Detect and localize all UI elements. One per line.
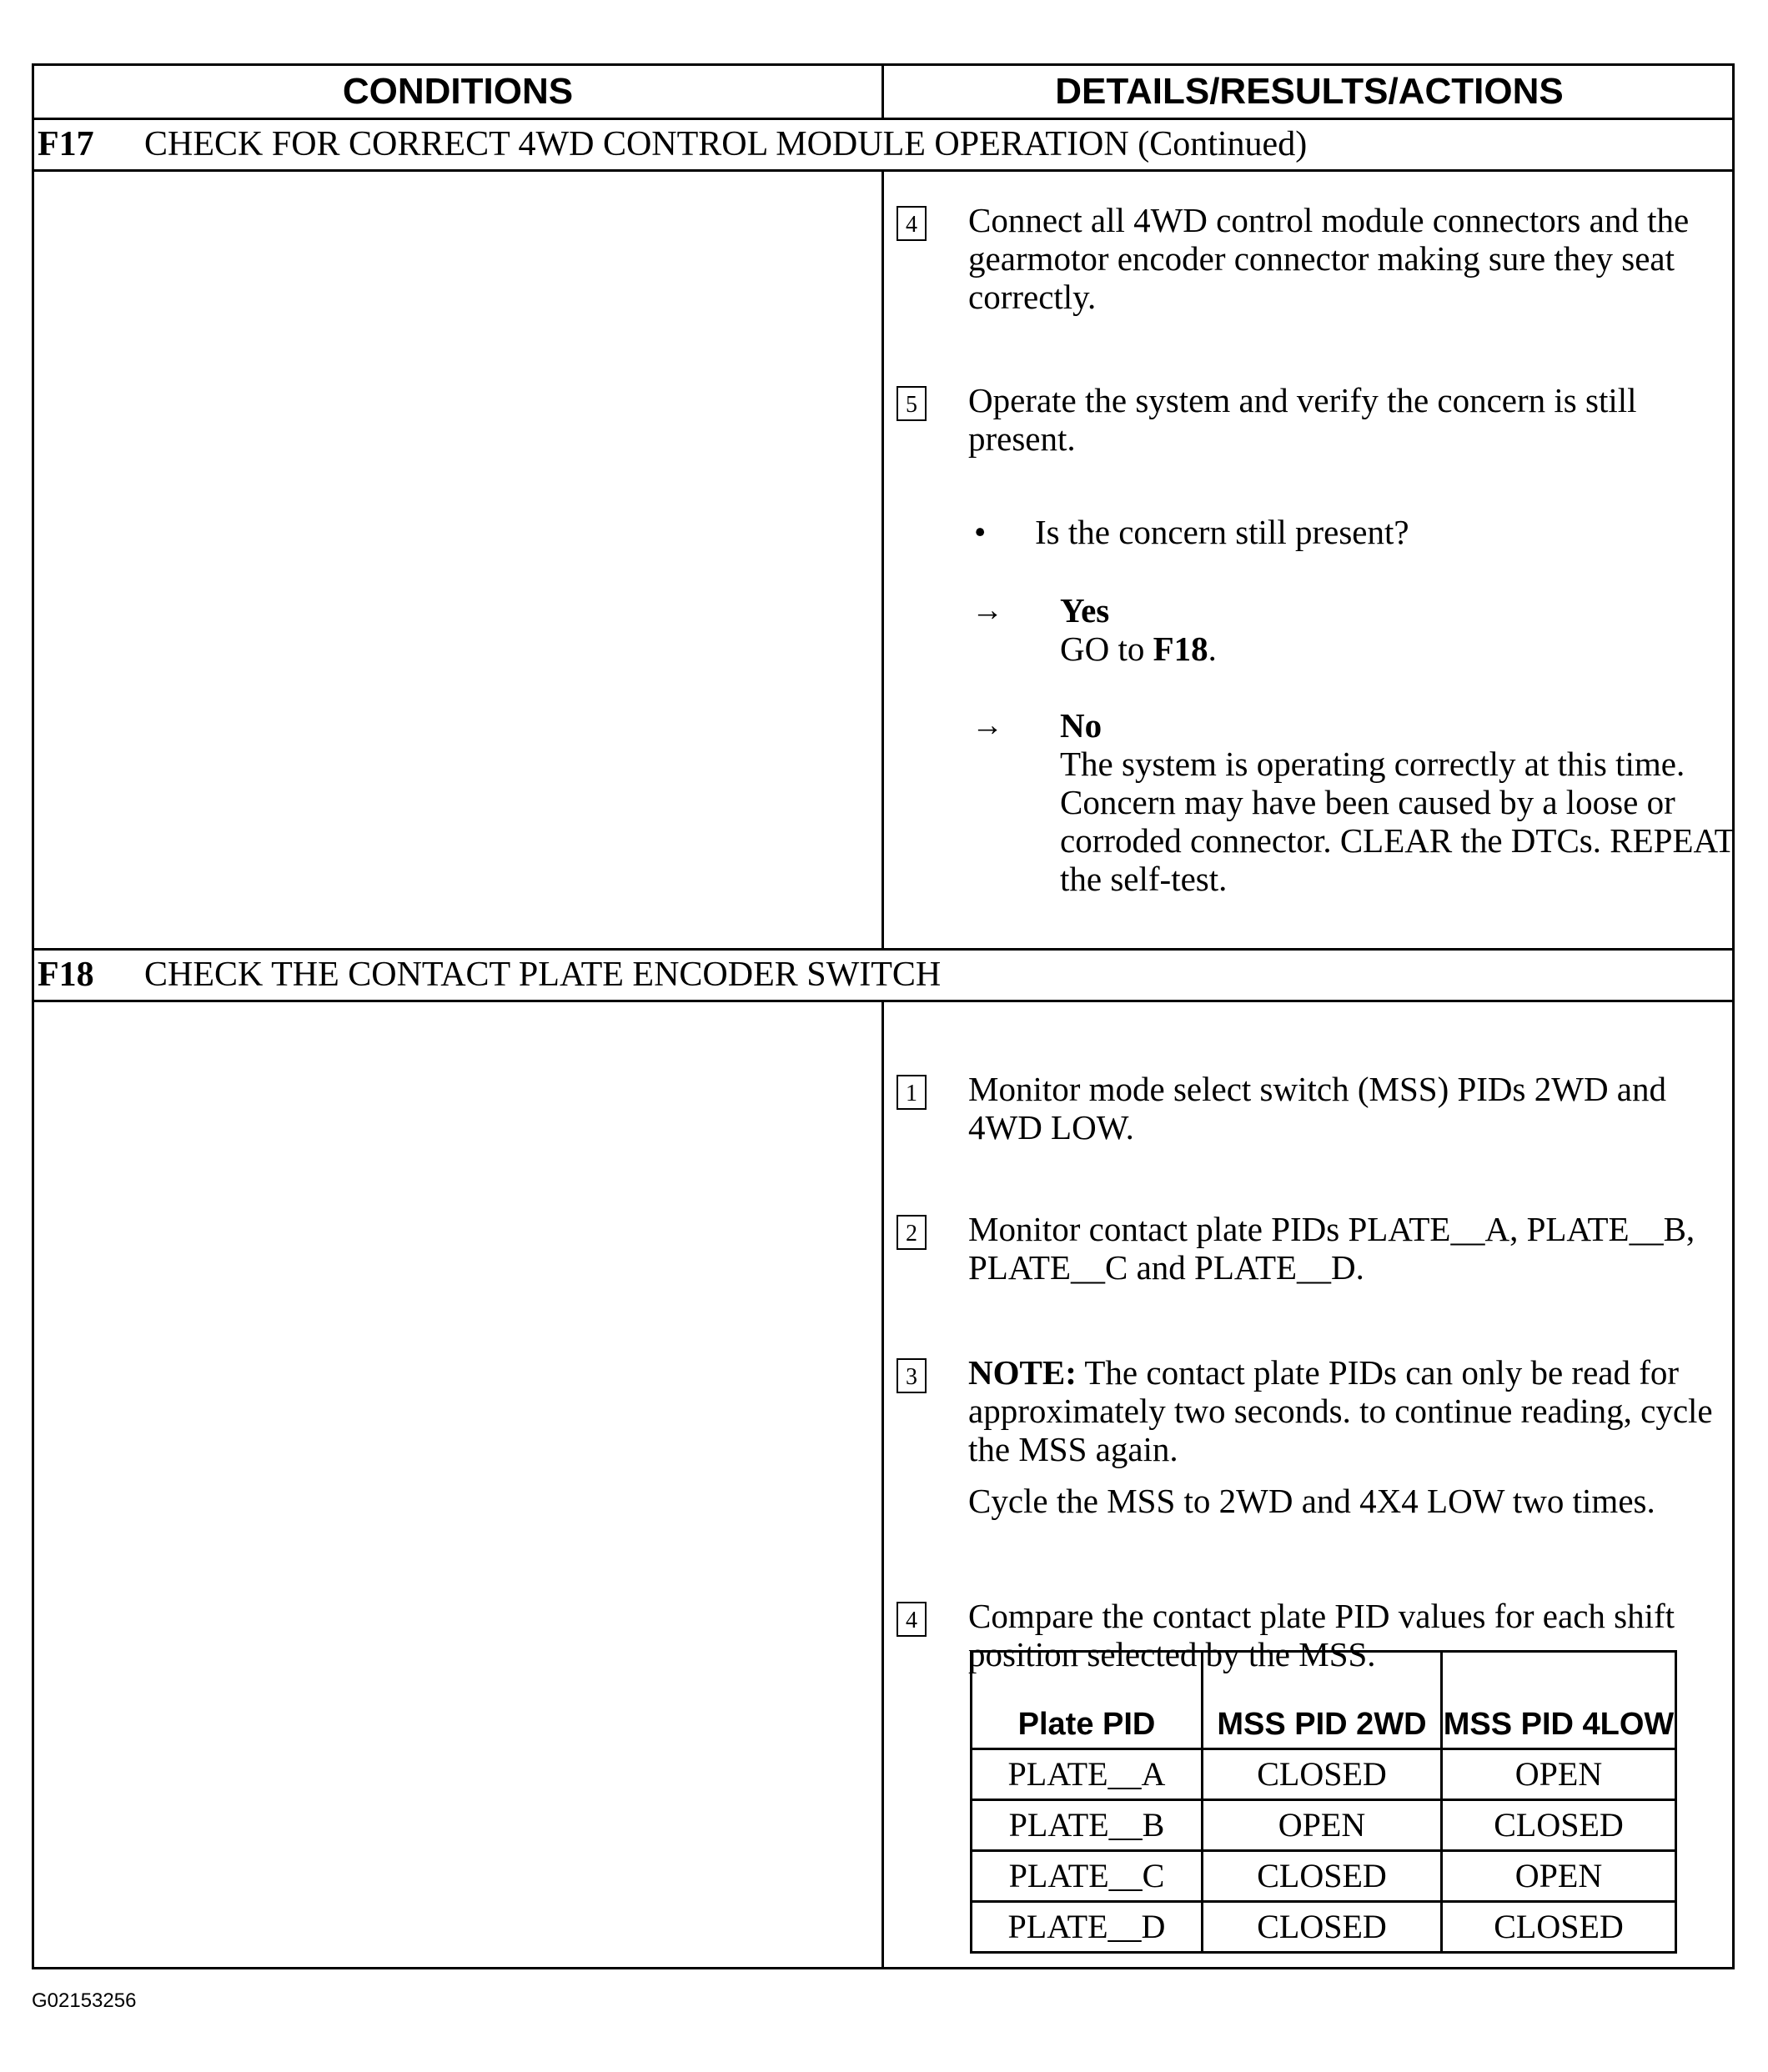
step-text: Monitor contact plate PIDs PLATE__A, PLATE__B, PLATE__C and PLATE__D. (968, 1210, 1695, 1287)
step-number-box: 5 (897, 386, 927, 421)
note-label: NOTE: (968, 1353, 1077, 1392)
column-divider (881, 169, 884, 948)
column-header: Plate PID (972, 1652, 1203, 1749)
step-text: Monitor mode select switch (MSS) PIDs 2WD and 4WD LOW. (968, 1070, 1666, 1146)
step-text: Connect all 4WD control module connectors and the gearmotor encoder connector making sure they seat correctly. (968, 201, 1690, 316)
step-number-box: 2 (897, 1215, 927, 1250)
table-cell: PLATE__C (972, 1851, 1203, 1902)
section-heading: CHECK FOR CORRECT 4WD CONTROL MODULE OPERATION (Continued) (144, 125, 1308, 163)
table-row (972, 1749, 1676, 1800)
section-title-f17 (38, 119, 1307, 169)
step-number-box: 1 (897, 1075, 927, 1110)
column-header: MSS PID 4LOW (1442, 1652, 1676, 1749)
procedure-table (32, 63, 1735, 1969)
section-heading: CHECK THE CONTACT PLATE ENCODER SWITCH (144, 956, 942, 994)
conditions-header: CONDITIONS (342, 71, 574, 112)
step-number-box: 3 (897, 1358, 927, 1393)
table-cell: PLATE__B (972, 1800, 1203, 1851)
column-divider (881, 1000, 884, 1967)
step-number-box: 4 (897, 206, 927, 241)
table-cell: CLOSED (1442, 1800, 1676, 1851)
no-label: No (1060, 706, 1102, 745)
arrow-icon: → (972, 708, 1003, 743)
table-cell: PLATE__A (972, 1749, 1203, 1800)
table-cell: OPEN (1442, 1851, 1676, 1902)
table-header-row (972, 1652, 1676, 1749)
step-text (968, 1353, 1735, 1468)
details-header: DETAILS/RESULTS/ACTIONS (1055, 71, 1564, 112)
table-row (972, 1800, 1676, 1851)
table-cell: OPEN (1442, 1749, 1676, 1800)
section-code: F17 (38, 125, 94, 163)
table-cell: CLOSED (1203, 1902, 1442, 1953)
table-row (972, 1851, 1676, 1902)
step-number-box: 4 (897, 1602, 927, 1637)
table-cell: CLOSED (1442, 1902, 1676, 1953)
yes-action-target: F18 (1153, 630, 1208, 668)
table-cell: CLOSED (1203, 1749, 1442, 1800)
note-text: The contact plate PIDs can only be read for approximately two seconds. to continue reading, cycle the MSS again. (968, 1353, 1713, 1468)
header-divider (881, 66, 884, 118)
column-header: MSS PID 2WD (1203, 1652, 1442, 1749)
arrow-icon: → (972, 593, 1003, 628)
yes-action-text: GO to (1060, 630, 1153, 668)
figure-id: G02153256 (32, 1989, 137, 2012)
no-action: The system is operating correctly at this time. Concern may have been caused by a loose or corroded connector. CLEAR the DTCs. REPEAT the self-test. (1060, 745, 1735, 898)
table-cell: CLOSED (1203, 1851, 1442, 1902)
table-row (972, 1902, 1676, 1953)
step-text: Compare the contact plate PID values for each shift position selected by the MSS. (968, 1597, 1675, 1673)
plate-pid-table (970, 1650, 1677, 1954)
yes-label: Yes (1060, 591, 1110, 630)
question-text: Is the concern still present? (1035, 513, 1409, 551)
section-code: F18 (38, 956, 94, 994)
bullet: • (974, 513, 987, 551)
step-text: Operate the system and verify the concern is still present. (968, 381, 1637, 458)
table-cell: OPEN (1203, 1800, 1442, 1851)
section-title-f18 (38, 950, 941, 1000)
step-text-secondary: Cycle the MSS to 2WD and 4X4 LOW two times. (968, 1482, 1655, 1520)
yes-action-suffix: . (1208, 630, 1217, 668)
yes-action (1060, 630, 1217, 668)
table-cell: PLATE__D (972, 1902, 1203, 1953)
